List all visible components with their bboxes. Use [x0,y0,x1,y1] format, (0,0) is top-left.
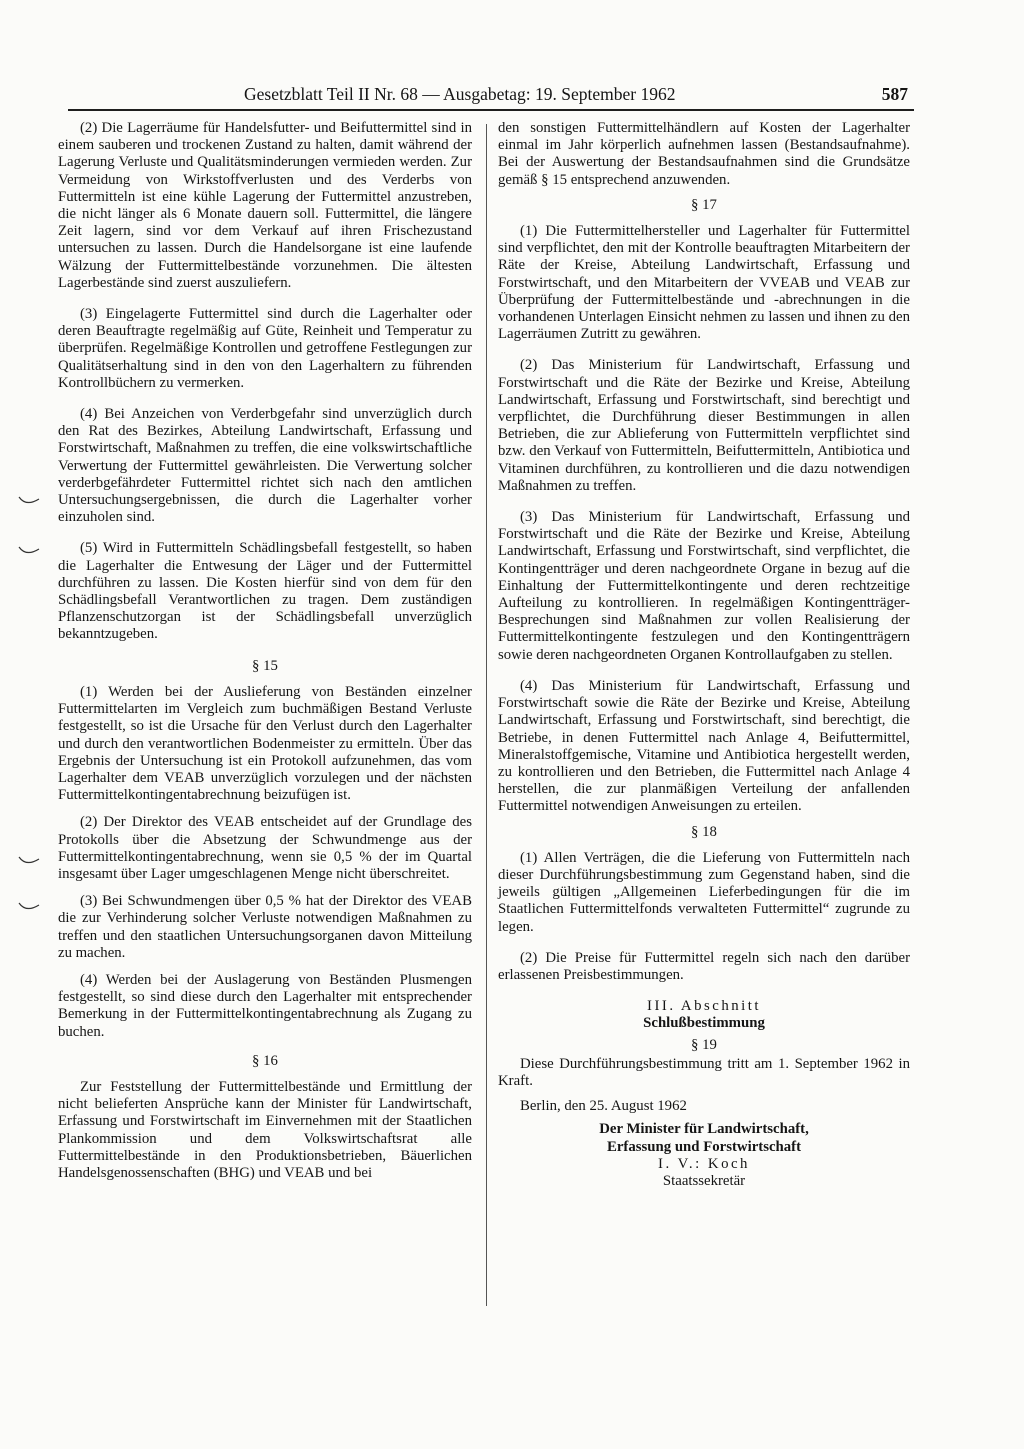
section-heading-17: § 17 [691,196,717,213]
paragraph-continuation: den sonstigen Futtermittelhändlern auf Kosten der Lagerhalter einmal im Jahr körperlich aufnehmen lassen (Bestandsaufnahme). Bei der Auswertung der Bestandsaufnahmen sind die Grundsätze gemäß § 15 entsprechend anzuwenden. [498,120,910,188]
paragraph: (1) Allen Verträgen, die die Lieferung von Futtermitteln nach dieser Durchführungsbestimmung zum Gegenstand haben, sind die jeweils gültigen „Allgemeinen Lieferbedingungen für die im Staatlichen Futtermittelfonds verwalteten Futtermittel“ zugrunde zu legen. [498,849,910,935]
section-heading-16: § 16 [252,1052,278,1069]
header-rule [68,109,914,111]
paragraph: (3) Eingelagerte Futtermittel sind durch die Lagerhalter oder deren Beauftragte regelmäßig auf Güte, Reinheit und Temperatur zu überprüfen. Regelmäßige Kontrollen und getroffene Festlegungen zur Qualitätserhaltung sind in den von den Lagerhaltern zu führenden Kontrollbüchern zu vermerken. [58,306,472,391]
paragraph: (3) Bei Schwundmengen über 0,5 % hat der Direktor des VEAB die zur Verhinderung solcher Verluste notwendigen Maßnahmen zu treffen und den staatlichen Untersuchungsorganen davon Mitteilung zu machen. [58,893,472,961]
paragraph: (4) Werden bei der Auslagerung von Beständen Plusmengen festgestellt, so sind diese durch den Lagerhalter mit entsprechender Bemerkung in der Futtermittelkontingentabrechnung als Zugang zu buchen. [58,971,472,1040]
part-title: Schlußbestimmung [643,1015,765,1032]
right-column [498,120,910,1190]
signature-block [498,1121,910,1190]
paragraph: (4) Bei Anzeichen von Verderbgefahr sind unverzüglich durch den Rat des Bezirkes, Abteilung Landwirtschaft, Erfassung und Forstwirtschaft, Maßnahmen zu treffen, die eine volkswirtschaftliche Verwertung der Futtermittel gewährleisten. Die Verwertung solcher verderbgefährdeter Futtermittel richtet sich nach den amtlichen Untersuchungsergebnissen, die durch die Lagerhalter vorher einzuholen sind. [58,406,472,526]
paragraph: (2) Die Lagerräume für Handelsfutter- und Beifuttermittel sind in einem sauberen und trockenen Zustand zu halten, damit während der Lagerung Verluste und Qualitätsminderungen vermieden werden. Zur Vermeidung von Wirkstoffverlusten und des Verderbs von Futtermitteln ist eine kühle Lagerung der Futtermittel anzustreben, die nicht länger als 6 Monate dauern soll. Futtermittel, die längere Zeit lagern, sind vor dem Verkauf auf ihren Frischezustand untersuchen zu lassen. Durch die Handelsorgane ist eine laufende Wälzung der Futtermittelbestände vorzunehmen. Die ältesten Lagerbestände sind zuerst auszuliefern. [58,120,472,291]
paragraph: Zur Feststellung der Futtermittelbestände und Ermittlung der nicht belieferten Ansprüche kann der Minister für Landwirtschaft, Erfassung und Forstwirtschaft im Einvernehmen mit der Staatlichen Plankommission und dem Volkswirtschaftsrat alle Futtermittelbestände in den Produktionsbetrieben, Bäuerlichen Handelsgenossenschaften (BHG) und VEAB und bei [58,1078,472,1181]
paragraph: (4) Das Ministerium für Landwirtschaft, Erfassung und Forstwirtschaft sowie die Räte der Bezirke und Kreise, Abteilung Landwirtschaft, Erfassung und Forstwirtschaft, sind berechtigt, die Betriebe, in denen Futtermittel nach Anlage 4, Beifuttermittel, Mineralstoffgemische, Vitamine und Antibiotica hergestellt werden, zu kontrollieren und den Betrieben, die Futtermittel nach Anlage 4 herstellen, die zur planmäßigen Verteilung der anfallenden Futtermittel notwendigen Anweisungen zu erteilen. [498,677,910,815]
margin-pencil-mark [18,494,40,508]
paragraph: Diese Durchführungsbestimmung tritt am 1. September 1962 in Kraft. [498,1055,910,1089]
place-date: Berlin, den 25. August 1962 [520,1098,687,1115]
paragraph: (5) Wird in Futtermitteln Schädlingsbefall festgestellt, so haben die Lagerhalter die Entwesung der Läger und der Futtermittel durchführen zu lassen. Die Kosten hierfür sind von dem für den Schädlingsbefall Verantwortlichen zu tragen. Dem zuständigen Pflanzenschutzorgan ist der Schädlingsbefall unverzüglich bekanntzugeben. [58,540,472,643]
page-number: 587 [881,84,908,104]
paragraph: (3) Das Ministerium für Landwirtschaft, Erfassung und Forstwirtschaft und die Räte der Bezirke und Kreise, Abteilung Landwirtschaft, Erfassung und Forstwirtschaft, sind verpflichtet, die Kontingentträger und deren nachgeordnete Organe in bezug auf die Einhaltung der Futtermittelkontingente und deren rechtzeitige Aufteilung zu kontrollieren. In regelmäßigen Kontingentträger-Besprechungen sind Maßnahmen zur vollen Realisierung der Futtermittelkontingente festzulegen und den Kontingentträgern sowie deren nachgeordneten Organen Kontrollaufgaben zu stellen. [498,509,910,663]
signatory-line: Der Minister für Landwirtschaft, [599,1121,809,1138]
signatory-line: Erfassung und Forstwirtschaft [606,1138,801,1155]
section-heading-15: § 15 [252,657,278,674]
paragraph: (1) Die Futtermittelhersteller und Lagerhalter für Futtermittel sind verpflichtet, den mit der Kontrolle beauftragten Mitarbeitern der Räte der Kreise, Abteilung Landwirtschaft, Erfassung und Forstwirtschaft, und den Mitarbeitern der VVEAB und VEAB zur Überprüfung der Futtermittelbestände und -abrechnungen in die vorhandenen Unterlagen Einsicht nehmen zu lassen und ihnen zu den Lagerräumen Zutritt zu gewähren. [498,223,910,343]
paragraph: (2) Die Preise für Futtermittel regeln sich nach den darüber erlassenen Preisbestimmungen. [498,949,910,983]
signatory-title: Staatssekretär [662,1172,746,1189]
signatory-name: I. V.: Koch [658,1155,750,1172]
left-column [58,120,472,1196]
section-heading-18: § 18 [691,823,717,840]
part-heading: III. Abschnitt [647,998,761,1015]
paragraph: (2) Das Ministerium für Landwirtschaft, Erfassung und Forstwirtschaft und die Räte der Bezirke und Kreise, Abteilung Landwirtschaft, Erfassung und Forstwirtschaft, sind berechtigt und verpflichtet, die Durchführung dieser Bestimmungen in allen Betrieben, die zur Ablieferung von Futtermitteln verpflichtet sind bzw. den Verkauf von Futtermitteln, Beifuttermitteln, Antibiotica und Vitaminen durchführen, zu kontrollieren und die dazu notwendigen Maßnahmen zu treffen. [498,357,910,494]
margin-pencil-mark [18,544,40,558]
page-header [68,84,912,108]
margin-pencil-mark [18,900,40,914]
paragraph: (1) Werden bei der Auslieferung von Beständen einzelner Futtermittelarten im Vergleich zum buchmäßigen Bestand Verluste festgestellt, so ist die Ursache für den Verlust durch den Lagerhalter und durch den verantwortlichen Bodenmeister zu ermitteln. Über das Ergebnis der Untersuchung ist ein Protokoll aufzunehmen, das vom Lagerhalter dem VEAB unverzüglich vorzulegen und der nächsten Futtermittelkontingentabrechnung beizufügen ist. [58,683,472,804]
paragraph: (2) Der Direktor des VEAB entscheidet auf der Grundlage des Protokolls über die Absetzung der Schwundmenge aus der Futtermittelkontingentabrechnung, wenn sie 0,5 % der im Quartal insgesamt über Lager umgeschlagenen Menge nicht überschreitet. [58,814,472,882]
column-divider [486,124,487,1306]
section-heading-19: § 19 [691,1036,717,1053]
margin-pencil-mark [18,854,40,868]
gazette-header-title: Gesetzblatt Teil II Nr. 68 — Ausgabetag: 19. September 1962 [244,84,676,104]
